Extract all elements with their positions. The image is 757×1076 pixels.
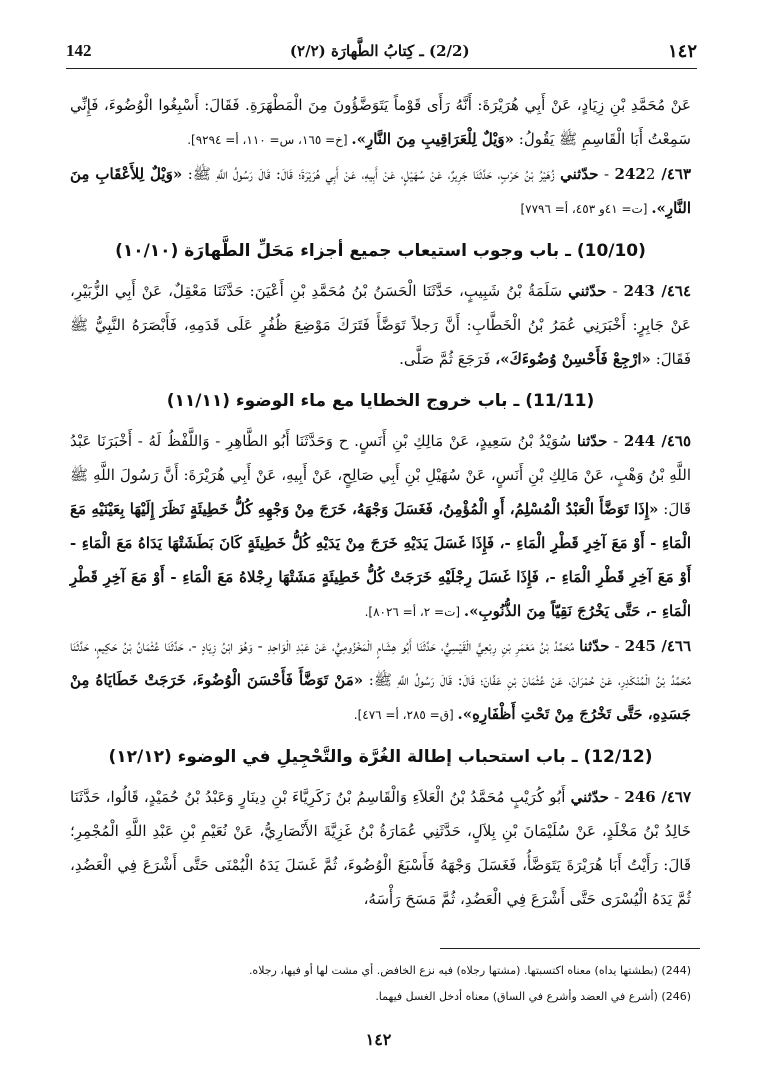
narration-verb: حدّثنا: [577, 432, 608, 450]
hadith-paragraph: [70, 780, 691, 916]
running-header: [66, 34, 697, 69]
hadith-number: ٤٦٥/ 244: [623, 432, 692, 450]
text-run: 2 -: [598, 165, 656, 183]
footnote-divider: [440, 948, 700, 949]
narration-verb: حدّثنا: [579, 637, 610, 655]
narration-verb: حدّثني: [570, 788, 609, 806]
text-run: -: [606, 282, 624, 300]
hadith-paragraph: [70, 629, 691, 732]
hadith-number: ٤٦٧/ 246: [624, 788, 692, 806]
hadith-paragraph: [70, 88, 691, 157]
prophetic-saying: «إِذَا تَوَضَّأَ الْعَبْدُ الْمُسْلِمُ، أَوِ الْمُؤْمِنُ، فَغَسَلَ وَجْهَهُ، خَرَجَ مِنْ وَجْهِهِ كُلُّ خَطِيئَةٍ نَظَرَ إِلَيْهَا بِعَيْنَيْهِ مَعَ الْمَاءِ - أَوْ مَعَ آخِرِ قَطْرِ الْمَاءِ -، فَإِذَا غَسَلَ يَدَيْهِ خَرَجَ مِنْ يَدَيْهِ كُلُّ خَطِيئَةٍ كَانَ بَطَشَتْهَا يَدَاهُ مَعَ الْمَاءِ - أَوْ مَعَ آخِرِ قَطْرِ الْمَاءِ -، فَإِذَا غَسَلَ رِجْلَيْهِ خَرَجَتْ كُلُّ خَطِيئَةٍ مَشَتْهَا رِجْلاهُ مَعَ الْمَاءِ - أَوْ مَعَ آخِرِ قَطْرِ الْمَاءِ -، حَتَّى يَخْرُجَ نَقِيّاً مِنَ الذُّنُوبِ».: [70, 500, 691, 620]
hadith-paragraph: [70, 424, 691, 629]
narration-verb: حدّثني: [568, 282, 607, 300]
text-run: سُوَيْدُ بْنُ سَعِيدٍ، عَنْ مَالِكِ بْنِ أَنَسٍ. ح وَحَدَّثَنَا أَبُو الطَّاهِرِ - وَاللَّفْظُ لَهُ - أَخْبَرَنَا عَبْدُ اللَّهِ بْنُ وَهْبٍ، عَنْ مَالِكِ بْنِ أَنَسٍ، عَنْ سُهَيْلِ بْنِ أَبِي صَالِحٍ، عَنْ أَبِيهِ، عَنْ أَبِي هُرَيْرَةَ: أَنَّ رَسُولَ اللَّهِ ﷺ قَالَ:: [70, 432, 691, 518]
hadith-number: ٤٦٤/ 243: [623, 282, 692, 300]
footer-page-number: ١٤٢: [365, 1030, 392, 1049]
footnote: (244) (بطشتها يداه) معناه اكتسبتها. (مشتها رجلاه) فيه نزع الخافض. أي مشت لها أو فيها، رجلاه.: [248, 964, 691, 977]
cross-reference: [ق= ٢٨٥، أ= ٤٧٦].: [353, 708, 458, 722]
text-run: فَرَجَعَ ثُمَّ صَلَّى.: [399, 350, 496, 368]
chapter-heading: (11/11) ـ باب خروج الخطايا مع ماء الوضوء (١١/١١): [166, 391, 595, 411]
text-run: -: [608, 788, 625, 806]
prophetic-saying: «وَيْلٌ لِلْعَرَاقِيبِ مِنَ النَّارِ».: [351, 130, 514, 148]
page-number-arabic: ١٤٢: [667, 40, 697, 62]
cross-reference: [ت= ٢، أ= ٨٠٢٦].: [364, 605, 464, 619]
text-run: عَنْ مُحَمَّدِ بْنِ زِيَادٍ، عَنْ أَبِي هُرَيْرَةَ: أَنَّهُ رَأَى قَوْماً يَتَوَضَّؤُونَ مِنَ الْمَطْهَرَةِ. فَقَالَ: أَسْبِغُوا الْوُضُوءَ، فَإِنِّي سَمِعْتُ أَبَا الْقَاسِمِ ﷺ يَقُولُ:: [70, 96, 691, 148]
hadith-number: ٤٦٣/ 242: [614, 165, 691, 183]
narration-verb: حدّثني: [560, 165, 599, 183]
text-run: أَبُو كُرَيْبٍ مُحَمَّدُ بْنُ الْعَلاَءِ وَالْقَاسِمُ بْنُ زَكَرِيَّاءَ بْنِ دِينَارٍ وَعَبْدُ بْنُ حُمَيْدٍ، قَالُوا، حَدَّثَنَا خَالِدُ بْنُ مَخْلَدٍ، عَنْ سُلَيْمَانَ بْنِ بِلاَلٍ، حَدَّثَنِي عُمَارَةُ بْنُ غَزِيَّةَ الأَنْصَارِيُّ، عَنْ نُعَيْمِ بْنِ عَبْدِ اللَّهِ الْمُجْمِرِ؛ قَالَ: رَأَيْتُ أَبَا هُرَيْرَةَ يَتَوَضَّأُ، فَغَسَلَ وَجْهَهُ فَأَسْبَغَ الْوُضُوءَ، ثُمَّ غَسَلَ يَدَهُ الْيُمْنَى حَتَّى أَشْرَعَ فِي الْعَضُدِ، ثُمَّ يَدَهُ الْيُسْرَى حَتَّى أَشْرَعَ فِي الْعَضُدِ، ثُمَّ مَسَحَ رَأْسَهُ،: [70, 788, 691, 908]
main-text: [70, 88, 691, 916]
prophetic-saying: «مَنْ تَوَضَّأَ فَأَحْسَنَ الْوُضُوءَ، خَرَجَتْ خَطَايَاهُ مِنْ جَسَدِهِ، حَتَّى تَخْرُجَ مِنْ تَحْتِ أَظْفَارِهِ».: [70, 671, 691, 723]
running-title: (2/2) ـ كِتابُ الطَّهارَة (٢/٢): [289, 42, 470, 60]
text-run: مُحَمَّدُ بْنُ مَعْمَرِ بْنِ رِبْعِيٍّ الْقَيْسِيُّ، حَدَّثَنَا أَبُو هِشَامٍ الْمَخْزُومِيُّ، عَنْ عَبْدِ الْوَاحِدِ - وَهُوَ ابْنُ زِيَادٍ -، حَدَّثَنَا عُثْمَانُ بْنُ حَكِيمٍ، حَدَّثَنَا مُحَمَّدُ بْنُ الْمُنْكَدِرِ، عَنْ حُمْرَانَ، عَنْ عُثْمَانَ بْنِ عَفَّانَ؛ قَالَ: قَالَ رَسُولُ اللَّهِ ﷺ:: [70, 637, 691, 689]
prophetic-saying: «ارْجِعْ فَأَحْسِنْ وُضُوءَكَ»،: [495, 350, 651, 368]
text-run: سَلَمَةُ بْنُ شَبِيبٍ، حَدَّثَنَا الْحَسَنُ بْنُ مُحَمَّدِ بْنِ أَعْيَنَ: حَدَّثَنَا مَعْقِلٌ، عَنْ أَبِي الزُّبَيْرِ، عَنْ جَابِرٍ: أَخْبَرَنِي عُمَرُ بْنُ الْخَطَّابِ: أَنَّ رَجلاً تَوَضَّأَ فَتَرَكَ مَوْضِعَ ظُفُرٍ عَلَى قَدَمِهِ، فَأَبْصَرَهُ النَّبِيُّ ﷺ فَقَالَ:: [70, 282, 691, 368]
text-run: زُهَيْرُ بْنُ حَرْبٍ، حَدَّثَنَا جَرِيرٌ، عَنْ سُهَيْلٍ، عَنْ أَبِيهِ، عَنْ أَبِي هُرَيْرَةَ؛ قَالَ: قَالَ رَسُولُ اللَّهِ ﷺ:: [182, 165, 561, 183]
page-number-latin: 142: [66, 41, 92, 60]
footnotes: [190, 958, 691, 1010]
cross-reference: [ت= ٤١و ٤٥٣، أ= ٧٧٩٦]: [520, 202, 652, 216]
hadith-paragraph: [70, 274, 691, 376]
cross-reference: [خ= ١٦٥، س= ١١٠، أ= ٩٢٩٤].: [187, 133, 352, 147]
text-run: -: [609, 637, 625, 655]
footnote: (246) (أشرع في العضد وأشرع في الساق) معناه أدخل الغسل فيهما.: [375, 990, 691, 1003]
chapter-heading: (12/12) ـ باب استحباب إطالة الغُرَّة والتَّحْجِيلِ في الوضوء (١٢/١٢): [108, 747, 653, 767]
hadith-paragraph: [70, 157, 691, 226]
prophetic-saying: «وَيْلٌ لِلأَعْقَابِ مِنَ النَّارِ».: [70, 165, 691, 217]
chapter-heading: (10/10) ـ باب وجوب استيعاب جميع أجزاء مَحَلِّ الطَّهارَة (١٠/١٠): [115, 241, 646, 261]
text-run: -: [607, 432, 624, 450]
hadith-number: ٤٦٦/ 245: [624, 637, 691, 655]
